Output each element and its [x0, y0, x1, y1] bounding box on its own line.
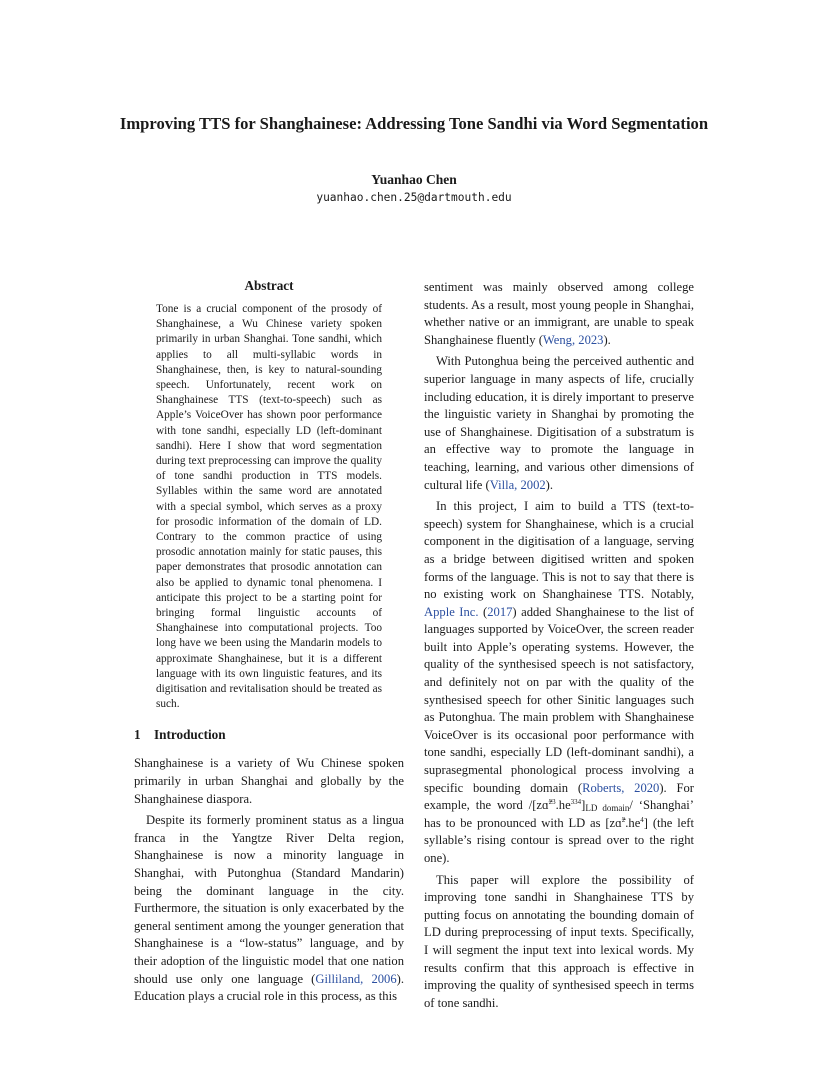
left-column: [134, 276, 404, 1006]
paper-title: Improving TTS for Shanghainese: Addressing Tone Sandhi via Word Segmentation: [119, 114, 709, 133]
tone-superscript: 2: [621, 815, 626, 824]
intro-paragraph-6: This paper will explore the possibility of improving tone sandhi in Shanghainese TTS by putting focus on annotating the bounding domain of LD during preprocessing of input texts. Specifically, I will segment the input text into lexical words. My results confirm that this approach is effective in improving the quality of synthesised speech in terms of tone sandhi.: [424, 872, 694, 1010]
tone-superscript: 334: [570, 798, 582, 807]
citation-link[interactable]: Apple Inc.: [424, 604, 479, 619]
citation-link[interactable]: Gilliland, 2006: [315, 971, 397, 986]
citation-link[interactable]: Villa, 2002: [489, 477, 546, 492]
intro-paragraph-2: Despite its formerly prominent status as a lingua franca in the Yangtze River Delta region, Shanghainese is now a minority language in Shanghai, with Putonghua (Standard Mandarin) being the dominant language in the city. Furthermore, the situation is only exacerbated by the general sentiment among the younger generation that Shanghainese is a “low-status” language, and by their adoption of the linguistic model that one nation should use only one language (Gilliland, 2006). Education plays a crucial role in this process, as this: [134, 813, 404, 1004]
intro-paragraph-4: With Putonghua being the perceived authentic and superior language in many aspects of life, crucially including education, it is direly important to preserve the linguistic variety in Shanghai by promoting the use of Shanghainese. Digitisation of a substratum is an effective way to promote the language in teaching, learning, and various other dimensions of cultural life (Villa, 2002).: [424, 354, 694, 492]
author-email[interactable]: yuanhao.chen.25@dartmouth.edu: [316, 191, 512, 204]
section-heading-introduction: [134, 726, 404, 744]
citation-link[interactable]: 2017: [487, 604, 513, 619]
author-name: Yuanhao Chen: [371, 172, 457, 187]
intro-paragraph-5: In this project, I aim to build a TTS (text-to-speech) system for Shanghainese, which is a crucial component in the digitisation of a language, serving as a bridge between digitised written and spoken forms of the language. This is not to say that there is no existing work on Shanghainese TTS. Notably, Apple Inc. (2017) added Shanghainese to the list of languages supported by VoiceOver, the screen reader built into Apple’s operating systems. However, the quality of the synthesised speech is not satisfactory, and definitely not on par with the quality of the synthesised speech for other Sinitic languages such as Putonghua. The main problem with Shanghainese VoiceOver is its occasional poor performance with tone sandhi, especially LD (left-dominant sandhi), a suprasegmental phonological process involving a specific bounding domain (Roberts, 2020). For example, the word $/[zɑ̃^{23}.he^{334}]_{LD domain}/$ ‘Shanghai’ has to be pronounced with LD as $[zɑ̃^2.he^4]$ (the left syllable’s rising contour is spread over to the right one).: [424, 499, 695, 865]
section-title: Introduction: [154, 727, 226, 743]
citation-link[interactable]: Roberts, 2020: [582, 780, 660, 795]
citation-link[interactable]: Weng, 2023: [542, 332, 604, 347]
right-column: [424, 279, 694, 1012]
section-number: 1: [134, 727, 141, 743]
tone-superscript: 4: [640, 815, 644, 824]
abstract-text: Tone is a crucial component of the prosody of Shanghainese, a Wu Chinese variety spoken primarily in urban Shanghai. Tone sandhi, which applies to all multi-syllabic words in Shanghainese, then, is key to natural-sounding speech. Unfortunately, recent work on Shanghainese TTS (text-to-speech) such as Apple’s VoiceOver has shown poor performance with tone sandhi, especially LD (left-dominant sandhi). Here I show that word segmentation during text preprocessing can improve the quality of tone sandhi production in TTS models. Syllables within the same word are annotated with a special symbol, which serves as a proxy for prosodic information of the domain of LD. Contrary to the common practice of using prosodic annotation mainly for static pauses, this paper demonstrates that prosodic annotation can also be applied to dynamic tonal phenomena. I anticipate this project to be a starting point for bringing formal linguistic accounts of Shanghainese into computational projects. Too long have we been using the Mandarin models to approximate Shanghainese, but it is a different language with its own linguistic features, and its digitisation and revitalisation should be treated as such.: [156, 303, 382, 711]
intro-paragraph-1: Shanghainese is a variety of Wu Chinese spoken primarily in urban Shanghai and globally by the Shanghainese diaspora.: [134, 756, 404, 806]
intro-paragraph-3: sentiment was mainly observed among college students. As a result, most young people in Shanghai, whether native or an immigrant, are unable to speak Shanghainese fluently (Weng, 2023).: [424, 280, 694, 347]
abstract-heading: Abstract: [244, 278, 294, 293]
tone-superscript: 23: [548, 798, 556, 807]
domain-subscript: LD domain: [585, 803, 630, 814]
